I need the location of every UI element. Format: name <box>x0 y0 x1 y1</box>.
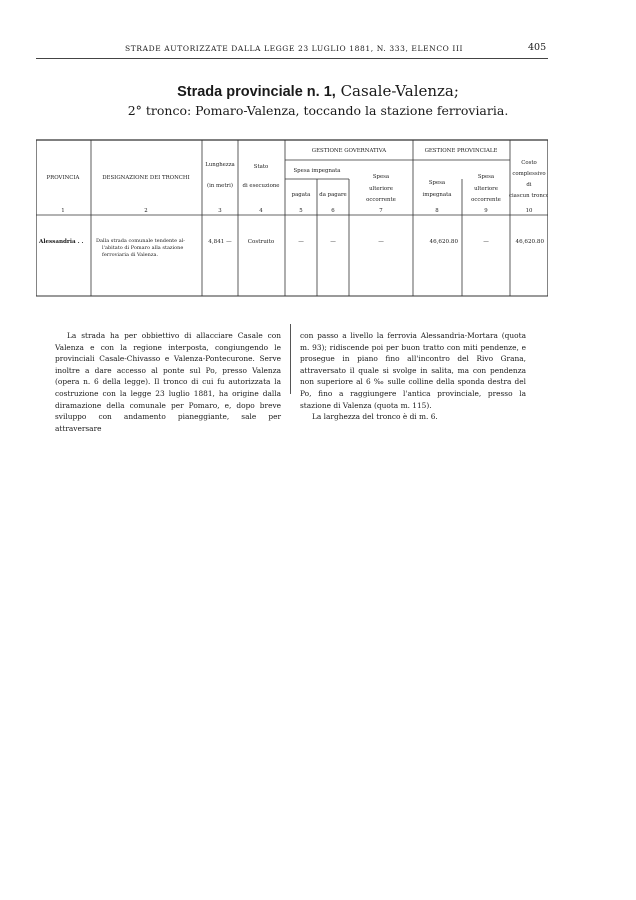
cell-prov-impegnata: 46,620.80 <box>429 239 458 245</box>
header-provincia: PROVINCIA <box>46 175 80 181</box>
page-title <box>0 82 636 100</box>
header-gestione-governativa: GESTIONE GOVERNATIVA <box>311 148 387 154</box>
header-da-pagare: da pagare <box>319 192 347 198</box>
header-lunghezza-unit: (in metri) <box>207 183 233 189</box>
col-number-2: 2 <box>144 208 148 214</box>
header-spesa-impegnata-prov-1: Spesa <box>428 180 446 186</box>
header-spesa-ulteriore-prov-1: Spesa <box>477 174 495 180</box>
header-costo-2: complessivo <box>512 171 546 177</box>
running-head: STRADE AUTORIZZATE DALLA LEGGE 23 LUGLIO 1881, N. 333, ELENCO III <box>125 44 464 53</box>
title-bold: Strada provinciale n. 1, <box>177 84 336 100</box>
col-number-5: 5 <box>299 208 303 214</box>
cell-pagata: — <box>298 239 304 245</box>
header-costo-4: ciascun tronco <box>508 193 548 199</box>
paragraph-right-2: La larghezza del tronco è di m. 6. <box>312 412 438 422</box>
col-number-7: 7 <box>379 208 383 214</box>
header-spesa-ulteriore-3: occorrente <box>366 197 396 203</box>
col-number-8: 8 <box>435 208 439 214</box>
cell-provincia: Alessandria . . <box>39 239 84 245</box>
header-spesa-ulteriore-prov-2: ulteriore <box>474 186 498 192</box>
header-pagata: pagata <box>291 192 311 198</box>
header-costo-1: Costo <box>521 160 537 166</box>
header-designazione: DESIGNAZIONE DEI TRONCHI <box>102 175 190 181</box>
cell-designazione-3: ferroviaria di Valenza. <box>102 252 159 258</box>
cell-costo: 46,620.80 <box>515 239 544 245</box>
header-stato: Stato <box>253 164 269 170</box>
header-spesa-ulteriore-2: ulteriore <box>369 186 393 192</box>
column-divider <box>290 324 291 394</box>
data-table <box>36 138 548 298</box>
cell-designazione-1: Dalla strada comunale tendente al- <box>96 238 185 244</box>
header-stato-2: di esecuzione <box>242 183 280 189</box>
table-grid <box>36 138 548 298</box>
cell-stato: Costruito <box>247 239 275 245</box>
header-spesa-ulteriore-prov-3: occorrente <box>471 197 501 203</box>
cell-da-pagare: — <box>330 239 336 245</box>
header-spesa-impegnata: Spesa impegnata <box>293 168 341 174</box>
col-number-10: 10 <box>525 208 533 214</box>
title-rest: Casale-Valenza; <box>335 82 459 100</box>
cell-ulteriore: — <box>378 239 384 245</box>
col-number-6: 6 <box>331 208 335 214</box>
cell-prov-ulteriore: — <box>483 239 489 245</box>
page-subtitle: 2° tronco: Pomaro-Valenza, toccando la stazione ferroviaria. <box>127 103 509 118</box>
col-number-1: 1 <box>61 208 65 214</box>
text-column-right <box>300 330 526 423</box>
table-row <box>38 238 544 258</box>
cell-designazione-2: l'abitato di Pomaro alla stazione <box>102 245 184 251</box>
col-number-9: 9 <box>484 208 488 214</box>
header-rule <box>36 58 548 59</box>
header-spesa-ulteriore-1: Spesa <box>372 174 390 180</box>
header-lunghezza: Lunghezza <box>205 162 235 168</box>
page-number: 405 <box>528 42 547 53</box>
cell-lunghezza: 4,841 — <box>208 239 232 245</box>
header-spesa-impegnata-prov-2: impegnata <box>422 192 452 198</box>
paragraph-left: La strada ha per obbiettivo di allacciare Casale con Valenza e con la regione interposta, congiungendo le provinciali Casale-Chivasso e Valenza-Pontecurone. Serve inoltre a dare accesso al ponte sul Po, presso Valenza (opera n. 6 della legge). Il tronco di cui fu autorizzata la costruzione con la legge 23 luglio 1881, ha origine dalla diramazione della comunale per Pomaro, e, dopo breve sviluppo con andamento pianeggiante, sale per attraversare <box>55 331 281 433</box>
header-gestione-provinciale: GESTIONE PROVINCIALE <box>424 148 498 154</box>
header-costo-3: di <box>526 182 532 188</box>
text-column-left <box>55 330 281 434</box>
paragraph-right: con passo a livello la ferrovia Alessandria-Mortara (quota m. 93); ridiscende poi per buon tratto con miti pendenze, e prosegue in piano fino all'incontro del Rivo Grana, attraversato il quale si svolge in salita, ma con pendenza non superiore al 6 ‰ sulle colline della sponda destra del Po, fino a raggiungere l'antica provinciale, presso la stazione di Valenza (quota m. 115). <box>300 331 526 410</box>
col-number-3: 3 <box>218 208 222 214</box>
col-number-4: 4 <box>259 208 263 214</box>
